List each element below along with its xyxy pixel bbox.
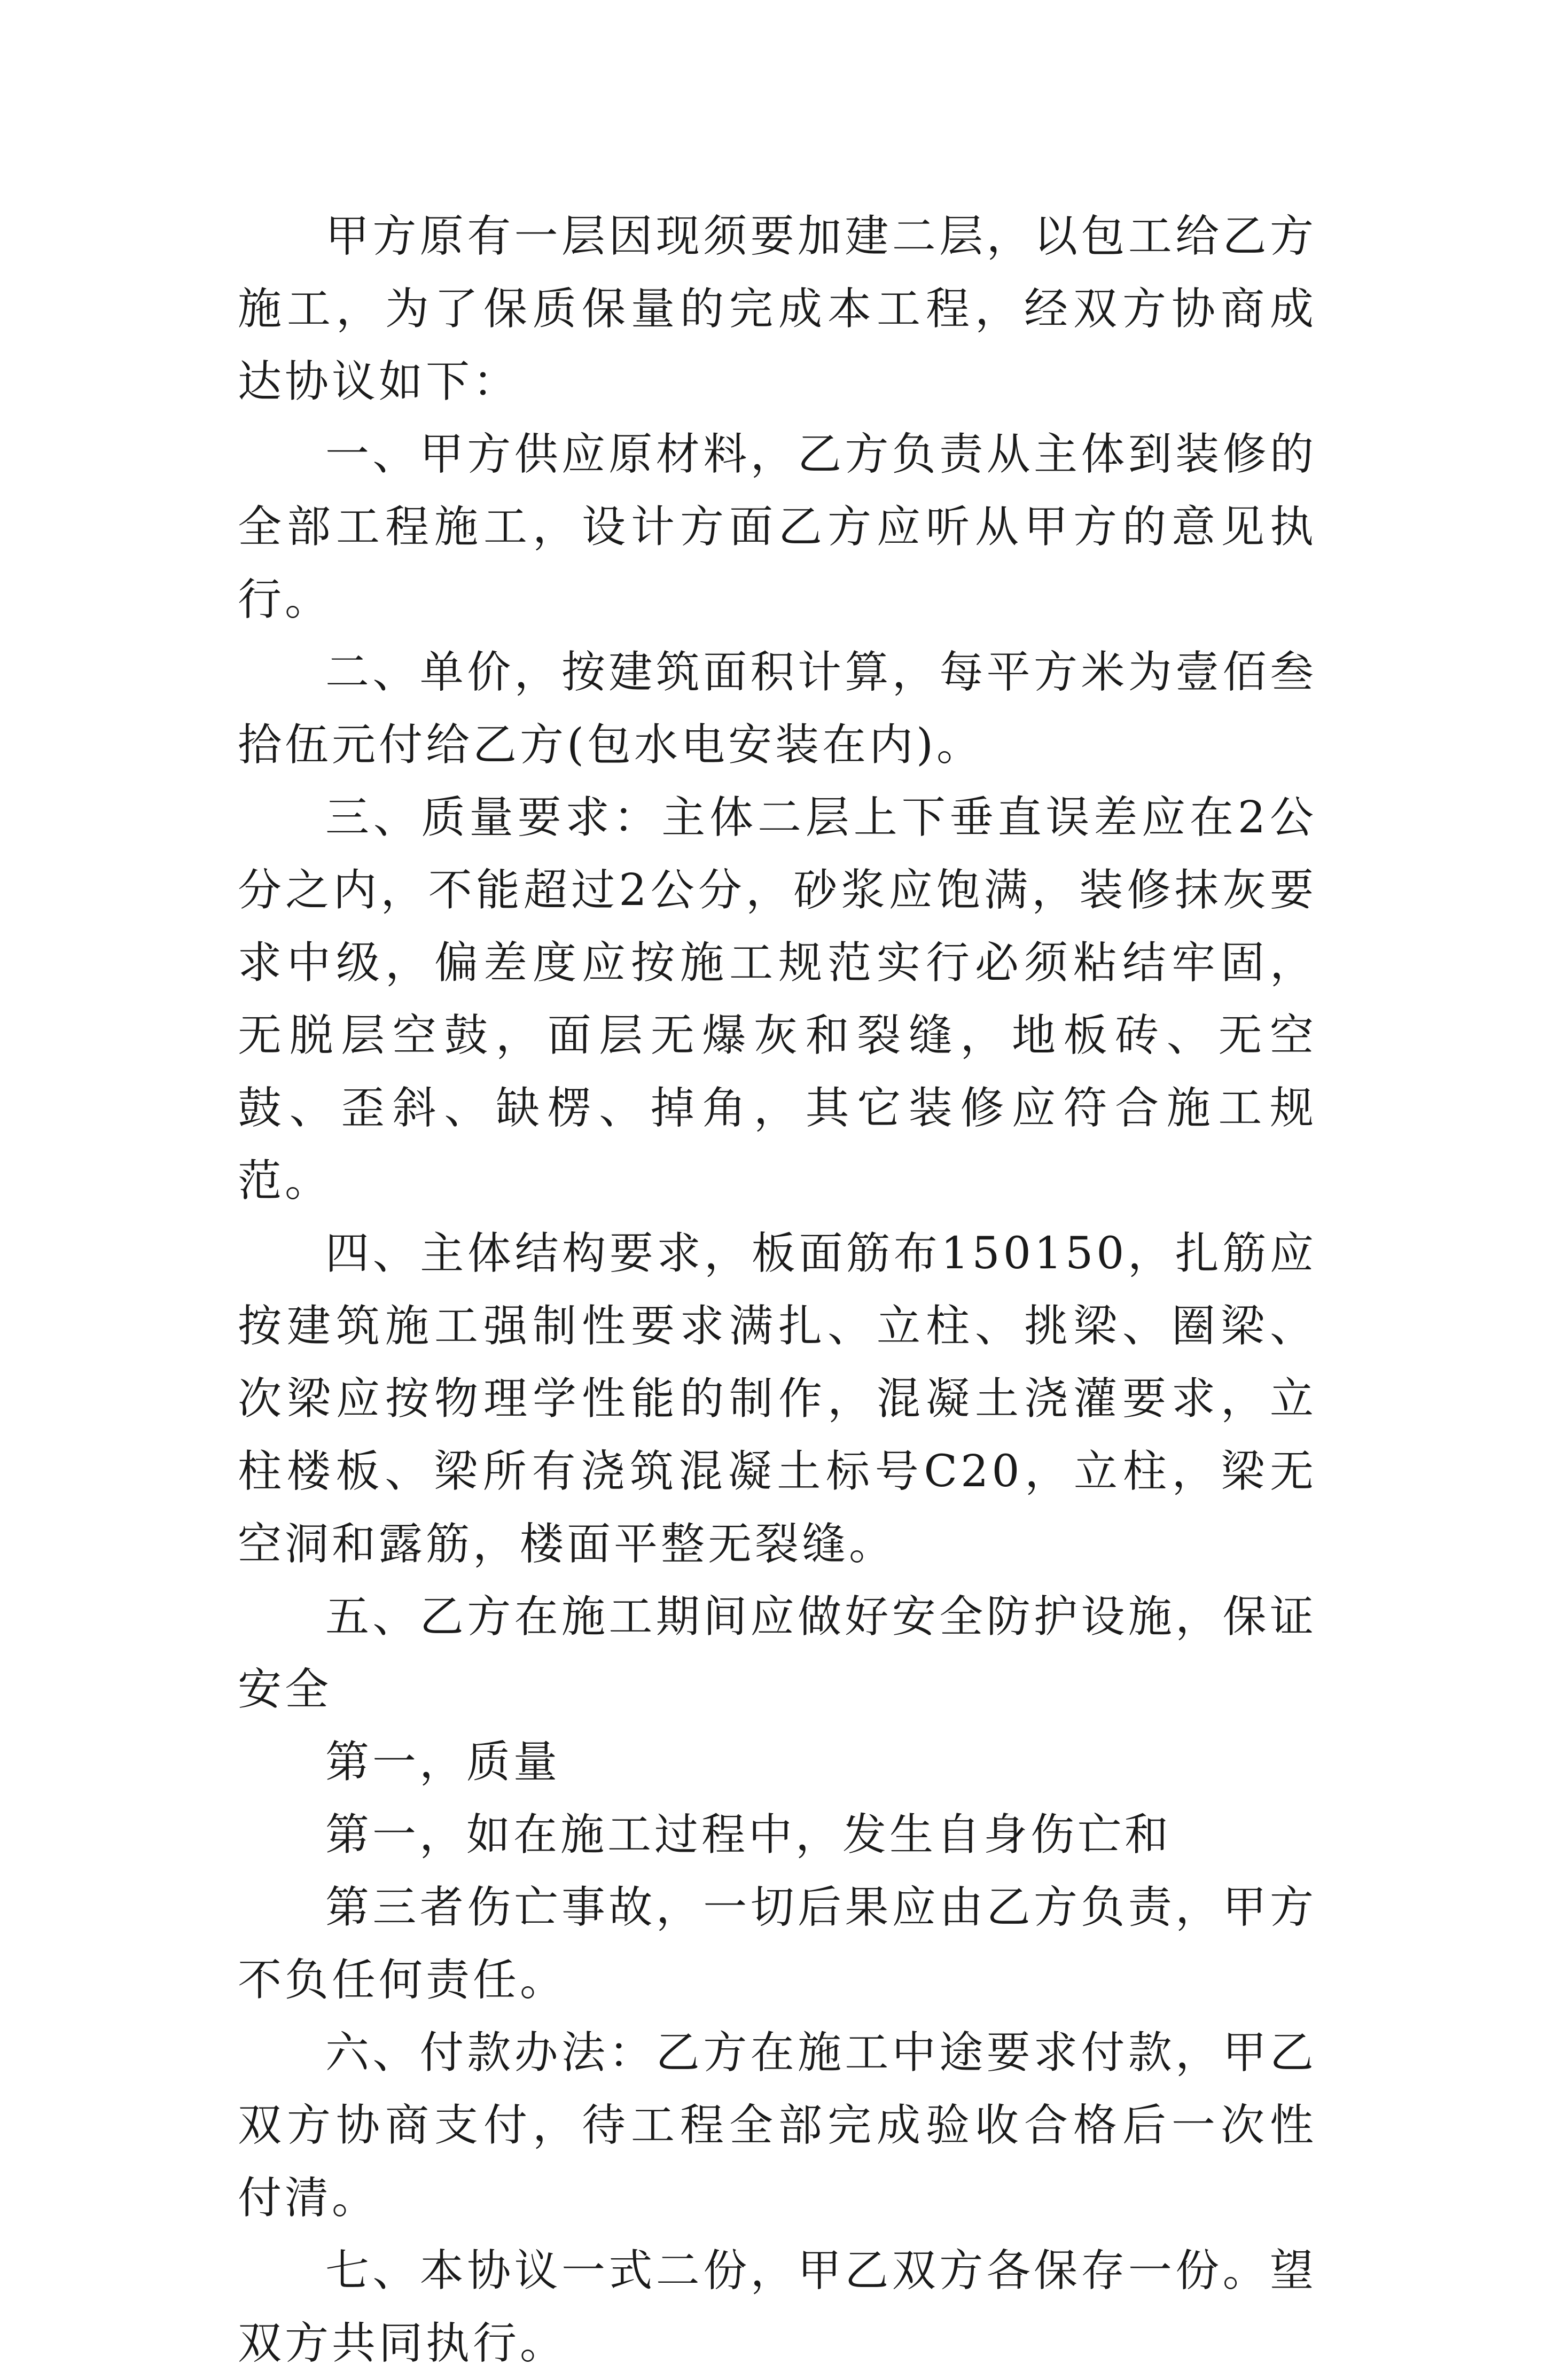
paragraph-clause-3: 三、质量要求：主体二层上下垂直误差应在2公分之内，不能超过2公分，砂浆应饱满，装修抹灰要求中级，偏差度应按施工规范实行必须粘结牢固，无脱层空鼓，面层无爆灰和裂缝，地板砖、无空鼓、歪斜、缺楞、掉角，其它装修应符合施工规范。 bbox=[238, 792, 1317, 1206]
paragraph-clause-6: 六、付款办法：乙方在施工中途要求付款，甲乙双方协商支付，待工程全部完成验收合格后一次性付清。 bbox=[238, 2027, 1317, 2223]
paragraph-clause-5-item-a: 第一，质量 bbox=[325, 1737, 561, 1788]
paragraph-clause-5-item-b: 第一，如在施工过程中，发生自身伤亡和 bbox=[325, 1809, 1172, 1860]
paragraph-clause-1: 一、甲方供应原材料，乙方负责从主体到装修的全部工程施工，设计方面乙方应听从甲方的意见执行。 bbox=[238, 429, 1317, 625]
paragraph-clause-2: 二、单价，按建筑面积计算，每平方米为壹佰叁拾伍元付给乙方(包水电安装在内)。 bbox=[238, 647, 1317, 770]
paragraph-intro: 甲方原有一层因现须要加建二层，以包工给乙方施工，为了保质保量的完成本工程，经双方协商成达协议如下： bbox=[238, 211, 1317, 407]
paragraph-clause-5-item-c: 第三者伤亡事故，一切后果应由乙方负责，甲方不负任何责任。 bbox=[238, 1882, 1317, 2006]
paragraph-clause-4: 四、主体结构要求，板面筋布150150，扎筋应按建筑施工强制性要求满扎、立柱、挑梁、圈梁、次梁应按物理学性能的制作，混凝土浇灌要求，立柱楼板、梁所有浇筑混凝土标号C20，立柱，梁无空洞和露筋，楼面平整无裂缝。 bbox=[238, 1228, 1317, 1570]
document-body bbox=[238, 200, 1317, 2380]
paragraph-clause-7: 七、本协议一式二份，甲乙双方各保存一份。望双方共同执行。 bbox=[238, 2245, 1317, 2369]
paragraph-clause-5: 五、乙方在施工期间应做好安全防护设施，保证安全 bbox=[238, 1591, 1317, 1715]
